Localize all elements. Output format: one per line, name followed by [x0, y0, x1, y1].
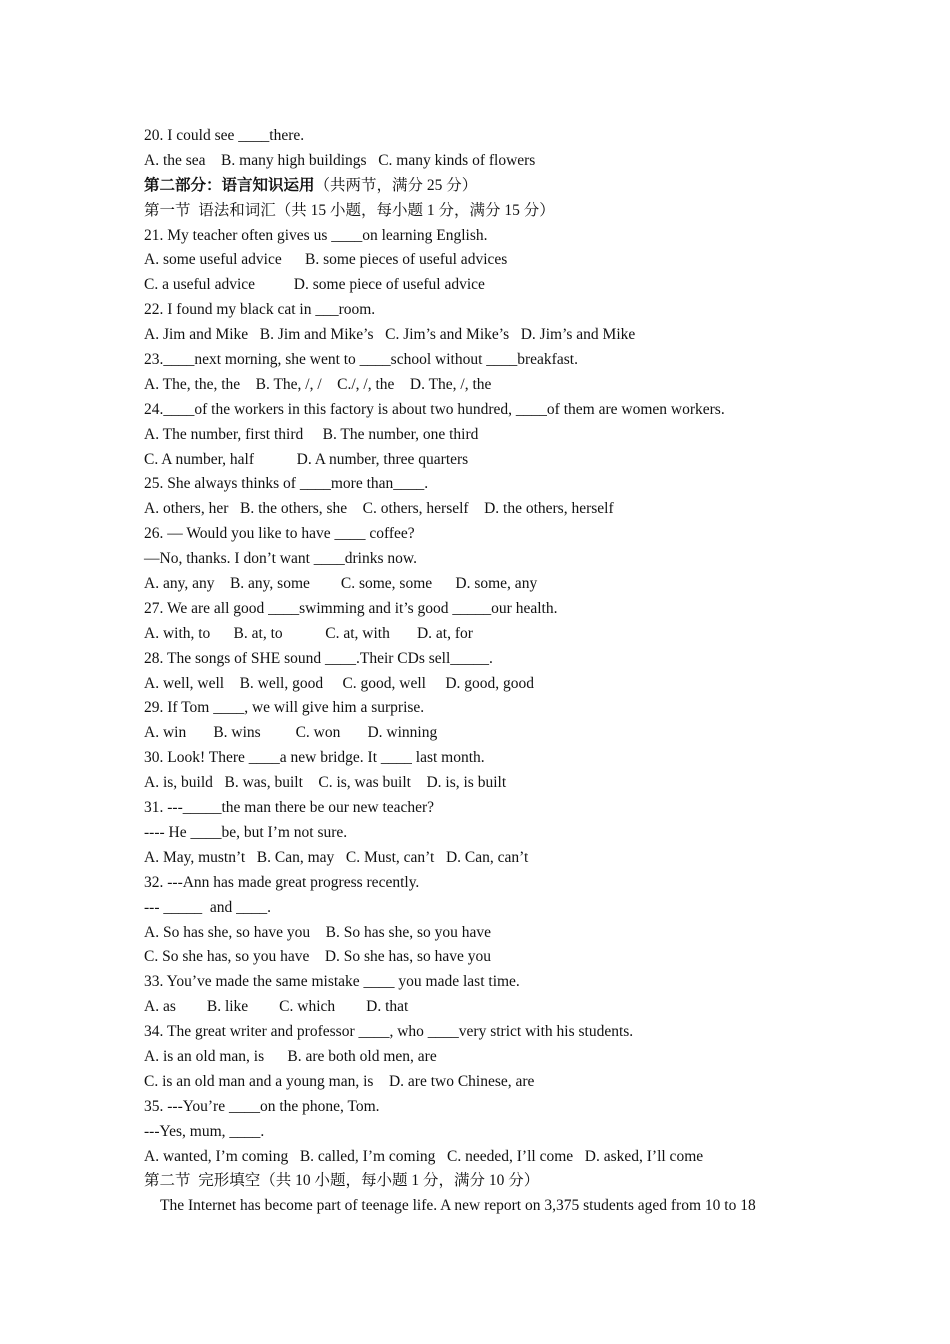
text-line — [144, 1194, 824, 1219]
line-text: 第一节 语法和词汇（共 15 小题，每小题 1 分，满分 15 分） — [144, 201, 555, 219]
line-text: A. some useful advice B. some pieces of useful advices — [144, 251, 508, 269]
text-line — [144, 398, 824, 423]
line-text: A. wanted, I’m coming B. called, I’m coming C. needed, I’ll come D. asked, I’ll come — [144, 1147, 704, 1165]
line-text: C. is an old man and a young man, is D. are two Chinese, are — [144, 1072, 535, 1090]
text-line — [144, 1120, 824, 1145]
line-text: ---- He ____be, but I’m not sure. — [144, 823, 348, 841]
line-text: A. is, build B. was, built C. is, was built D. is, is built — [144, 774, 507, 792]
line-text: （共两节，满分 25 分） — [314, 176, 478, 194]
line-text: 34. The great writer and professor ____, who ____very strict with his students. — [144, 1023, 634, 1041]
line-text: A. Jim and Mike B. Jim and Mike’s C. Jim’s and Mike’s D. Jim’s and Mike — [144, 326, 636, 344]
line-text: 32. ---Ann has made great progress recently. — [144, 873, 420, 891]
line-text: 27. We are all good ____swimming and it’s good _____our health. — [144, 599, 558, 617]
text-line — [144, 921, 824, 946]
line-text: C. a useful advice D. some piece of useful advice — [144, 276, 485, 294]
text-line — [144, 672, 824, 697]
line-text: A. The, the, the B. The, /, / C./, /, the D. The, /, the — [144, 375, 492, 393]
text-line — [144, 622, 824, 647]
text-line — [144, 522, 824, 547]
text-line — [144, 572, 824, 597]
text-line — [144, 348, 824, 373]
line-text: --- _____ and ____. — [144, 898, 271, 916]
line-text: 21. My teacher often gives us ____on learning English. — [144, 226, 488, 244]
text-line — [144, 224, 824, 249]
line-text: A. The number, first third B. The number, one third — [144, 425, 479, 443]
text-line — [144, 174, 824, 199]
line-text: 33. You’ve made the same mistake ____ you made last time. — [144, 973, 520, 991]
text-line — [144, 547, 824, 572]
text-line — [144, 1145, 824, 1170]
text-line — [144, 995, 824, 1020]
text-line — [144, 497, 824, 522]
line-text: A. any, any B. any, some C. some, some D. some, any — [144, 575, 538, 593]
line-text: 第二节 完形填空（共 10 小题，每小题 1 分，满分 10 分） — [144, 1172, 540, 1190]
text-line — [144, 796, 824, 821]
text-line — [144, 970, 824, 995]
text-line — [144, 821, 824, 846]
text-line — [144, 1070, 824, 1095]
text-line — [144, 647, 824, 672]
line-text: A. So has she, so have you B. So has she, so you have — [144, 923, 492, 941]
line-text: A. win B. wins C. won D. winning — [144, 724, 438, 742]
line-text: 23.____next morning, she went to ____school without ____breakfast. — [144, 351, 578, 369]
line-text: The Internet has become part of teenage life. A new report on 3,375 students aged from 10 to 18 — [160, 1197, 756, 1215]
line-text: A. with, to B. at, to C. at, with D. at, for — [144, 624, 473, 642]
text-line — [144, 1020, 824, 1045]
line-text: A. May, mustn’t B. Can, may C. Must, can’t D. Can, can’t — [144, 848, 529, 866]
line-text: ---Yes, mum, ____. — [144, 1122, 265, 1140]
text-line — [144, 199, 824, 224]
text-line — [144, 373, 824, 398]
text-line — [144, 846, 824, 871]
text-line — [144, 298, 824, 323]
text-line — [144, 124, 824, 149]
line-text: C. So she has, so you have D. So she has, so have you — [144, 948, 492, 966]
text-line — [144, 273, 824, 298]
text-line — [144, 696, 824, 721]
text-line — [144, 1095, 824, 1120]
line-text: C. A number, half D. A number, three quarters — [144, 450, 469, 468]
text-line — [144, 248, 824, 273]
line-text: A. is an old man, is B. are both old men, are — [144, 1047, 437, 1065]
text-line — [144, 1169, 824, 1194]
line-text: 22. I found my black cat in ___room. — [144, 301, 376, 319]
text-line — [144, 448, 824, 473]
text-line — [144, 423, 824, 448]
text-line — [144, 1045, 824, 1070]
text-line — [144, 871, 824, 896]
text-line — [144, 896, 824, 921]
line-text: A. well, well B. well, good C. good, well D. good, good — [144, 674, 535, 692]
text-line — [144, 771, 824, 796]
line-text: 28. The songs of SHE sound ____.Their CDs sell_____. — [144, 649, 493, 667]
line-text: 25. She always thinks of ____more than____. — [144, 475, 429, 493]
line-text: 35. ---You’re ____on the phone, Tom. — [144, 1097, 380, 1115]
line-text: 31. ---_____the man there be our new teacher? — [144, 799, 435, 817]
text-line — [144, 149, 824, 174]
line-text: 29. If Tom ____, we will give him a surprise. — [144, 699, 425, 717]
line-text: 30. Look! There ____a new bridge. It ____ last month. — [144, 749, 485, 767]
section-heading: 第二部分：语言知识运用 — [144, 176, 315, 194]
line-text: A. as B. like C. which D. that — [144, 998, 409, 1016]
text-line — [144, 721, 824, 746]
text-line — [144, 472, 824, 497]
line-text: 24.____of the workers in this factory is about two hundred, ____of them are women workers. — [144, 400, 725, 418]
text-line — [144, 597, 824, 622]
text-line — [144, 945, 824, 970]
document-page — [144, 124, 824, 1219]
line-text: 26. — Would you like to have ____ coffee? — [144, 525, 415, 543]
text-line — [144, 746, 824, 771]
text-line — [144, 323, 824, 348]
line-text: —No, thanks. I don’t want ____drinks now. — [144, 550, 417, 568]
line-text: A. others, her B. the others, she C. others, herself D. the others, herself — [144, 500, 614, 518]
line-text: A. the sea B. many high buildings C. many kinds of flowers — [144, 151, 536, 169]
line-text: 20. I could see ____there. — [144, 127, 305, 144]
